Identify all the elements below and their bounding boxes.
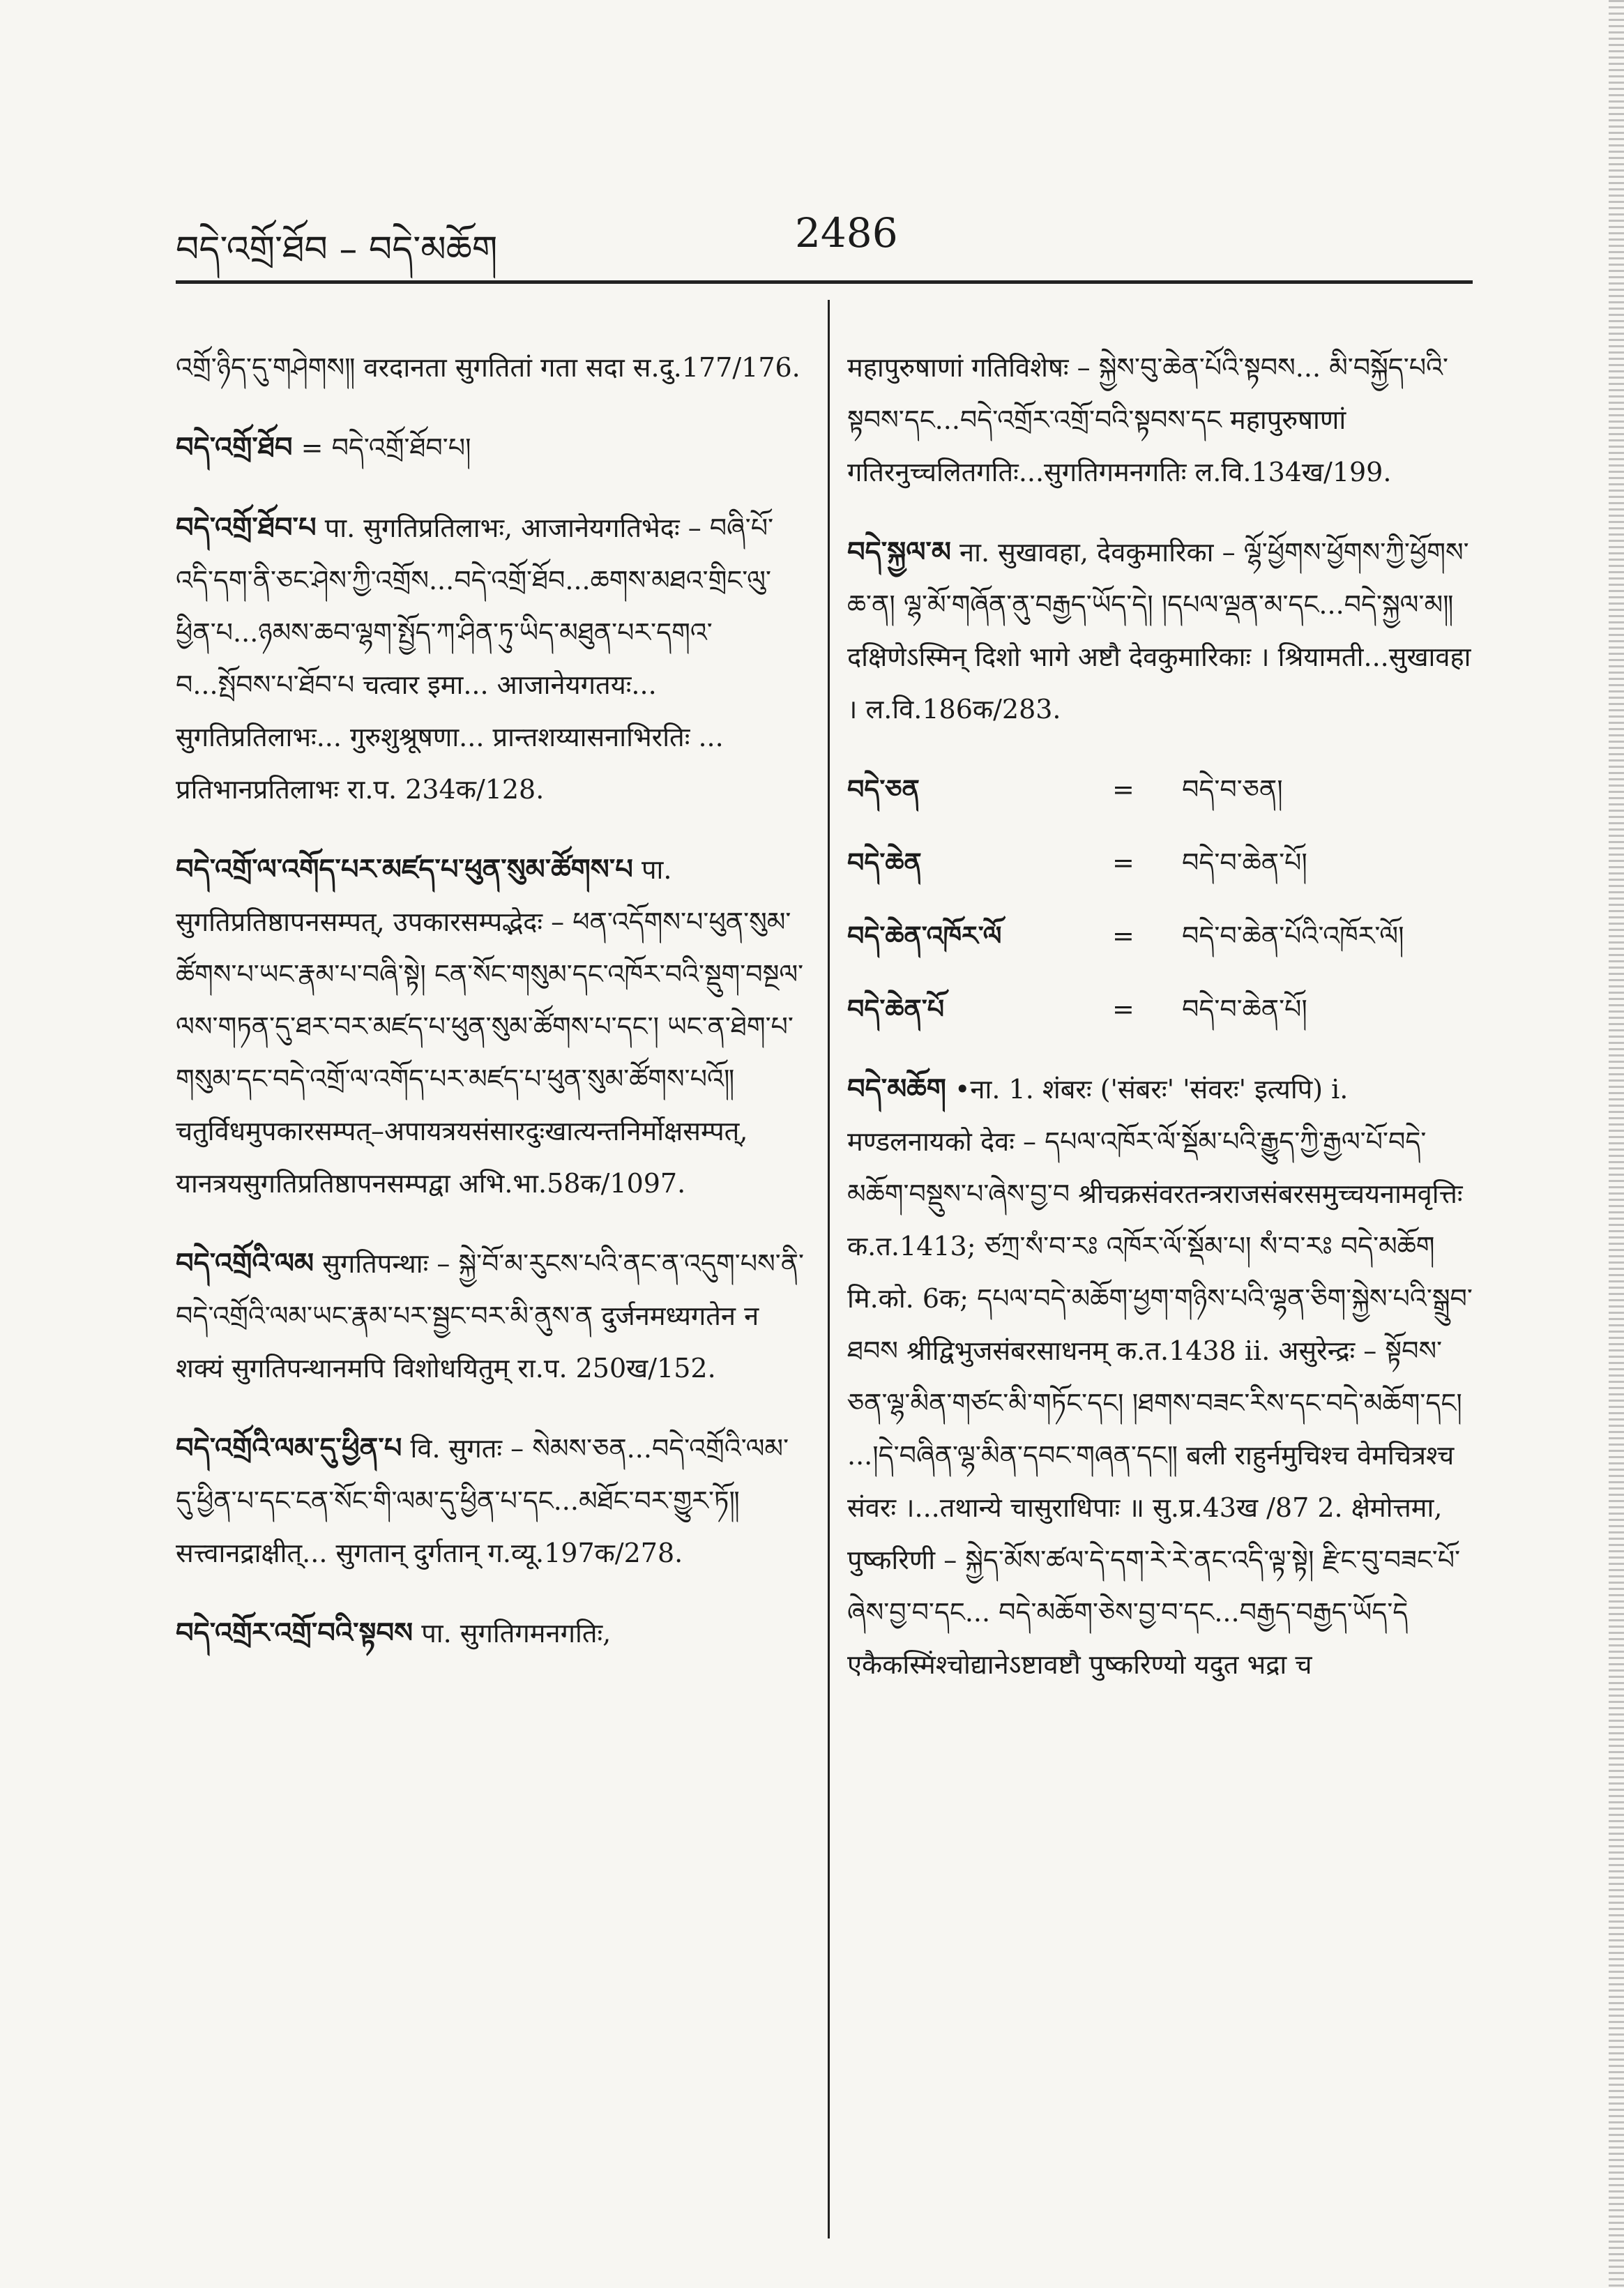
entry-text: पा. सुगतिगमनगतिः, (421, 1618, 612, 1649)
entry-text: •ना. 1. शंबरः ('संबरः' 'संवरः' इत्यपि) i. मण्डलनायको देवः – དཔལ་འཁོར་ལོ་སྡོམ་པའི་རྒྱུད་ཀྱི་རྒྱལ་པོ་བདེ་མཆོག་བསྡུས་པ་ཞེས་བྱ་བ श्रीचक्रसंवरतन्त्रराजसंबरसमुच्चयनामवृत्तिः क.त.1413; ཙཀྲ་སཾ་བ་རཿ འཁོར་ལོ་སྡོམ་པ། སཾ་བ་རཿ བདེ་མཆོག मि.को. 6क; དཔལ་བདེ་མཆོག་ཕྱག་གཉིས་པའི་ལྷན་ཅིག་སྐྱེས་པའི་སྒྲུབ་ཐབས श्रीद्विभुजसंबरसाधनम् क.त.1438 ii. असुरेन्द्रः – སྟོབས་ཅན་ལྷ་མིན་གཙང་མི་གཏོང་དང། །ཐགས་བཟང་རིས་དང་བདེ་མཆོག་དང། ...།དེ་བཞིན་ལྷ་མིན་དབང་གཞན་དང༎ बली राहुर्नमुचिश्च वेमचित्रश्च संवरः ।...तथान्ये चासुराधिपाः ॥ सु.प्र.43ख /87 2. क्षेमोत्तमा, पुष्करिणी – སྐྱེད་མོས་ཚལ་དེ་དག་རེ་རེ་ནང་འདི་ལྟ་སྟེ། རྫིང་བུ་བཟང་པོ་ཞེས་བྱ་བ་དང... བདེ་མཆོག་ཅེས་བྱ་བ་དང...བརྒྱད་བརྒྱད་ཡོད་དེ एकैकस्मिंश्चोद्यानेऽष्टावष्टौ पुष्करिण्यो यदुत भद्रा च (847, 1074, 1473, 1680)
entry-headword: བདེ་འགྲོ་ལ་འགོད་པར་མཛད་པ་ཕུན་སུམ་ཚོགས་པ (176, 854, 633, 886)
scan-edge (1609, 0, 1624, 2288)
equivalence-row (847, 837, 1475, 889)
equivalence-target: བདེ་བ་ཅན། (1182, 774, 1283, 805)
equivalence-target: བདེ་བ་ཆེན་པོའི་འཁོར་ལོ། (1182, 920, 1404, 951)
entry-headword: བདེ་འགྲོ་ཐོབ་པ (176, 512, 317, 544)
equivalence-target: བདེ་བ་ཆེན་པོ། (1182, 994, 1307, 1024)
entry-headword: བདེ་འགྲོ་ཐོབ (176, 432, 293, 464)
entry-headword: བདེ་སྐྱལ་མ (847, 536, 951, 568)
entry-headword: བདེ་མཆོག (847, 1073, 946, 1105)
equals-sign: = (1112, 994, 1134, 1024)
entry-text: ना. सुखावहा, देवकुमारिका – ལྷོ་ཕྱོགས་ཕྱོགས་ཀྱི་ཕྱོགས་ཆ་ན། ལྷ་མོ་གཞོན་ནུ་བརྒྱད་ཡོད་དེ། །དཔལ་ལྡན་མ་དང...བདེ་སྐྱལ་མ༎ दक्षिणेऽस्मिन् दिशो भागे अष्टौ देवकुमारिकाः । श्रियामती...सुखावहा । ल.वि.186क/283. (847, 537, 1471, 725)
equals-sign: = (1112, 920, 1134, 951)
entry-text: वि. सुगतः – སེམས་ཅན...བདེ་འགྲོའི་ལམ་དུ་ཕྱིན་པ་དང་ངན་སོང་གི་ལམ་དུ་ཕྱིན་པ་དང...མཐོང་བར་གྱུར་ཏོ༎ सत्त्वानद्राक्षीत्... सुगतान् दुर्गतान् ग.व्यू.197क/278. (176, 1433, 789, 1568)
equivalence-row (847, 764, 1475, 816)
dictionary-entry (847, 1063, 1475, 1691)
dictionary-entry (176, 342, 807, 394)
page-number: 2486 (795, 209, 898, 257)
entry-text: पा. सुगतिप्रतिलाभः, आजानेयगतिभेदः – བཞི་པོ་འདི་དག་ནི་ཅང་ཤེས་ཀྱི་འགྲོས...བདེ་འགྲོ་ཐོབ...ཆགས་མཐའ་གྲིང་ལུ་ཕྱིན་པ...ཉམས་ཆབ་ལྷག་སྤྱོད་ཀ་ཤིན་ཏུ་ཡིད་མཐུན་པར་དགའ་བ...སྤོབས་པ་ཐོབ་པ चत्वार इमा... आजानेयगतयः... सुगतिप्रतिलाभः... गुरुशुश्रूषणा... प्रान्तशय्यासनाभिरतिः ... प्रतिभानप्रतिलाभः रा.प. 234क/128. (176, 513, 774, 805)
running-head: བདེ་འགྲོ་ཐོབ – བདེ་མཆོག (176, 229, 498, 271)
equivalence-term: བདེ་ཆེན་འཁོར་ལོ (847, 920, 1002, 951)
dictionary-entry (176, 1423, 807, 1579)
equivalence-row (847, 983, 1475, 1036)
left-column (176, 342, 807, 1688)
entry-text: सुगतिपन्थाः – སྐྱེ་བོ་མ་རུངས་པའི་ནང་ན་འདུག་པས་ནི་བདེ་འགྲོའི་ལམ་ཡང་རྣམ་པར་སྦྱང་བར་མི་ནུས་ན दुर्जनमध्यगतेन न शक्यं सुगतिपन्थानमपि विशोधयितुम् रा.प. 250ख/152. (176, 1248, 805, 1384)
entry-text: = བདེ་འགྲོ་ཐོབ་པ། (301, 432, 471, 463)
column-divider (828, 300, 830, 2238)
dictionary-entry (847, 526, 1475, 736)
equals-sign: = (1112, 847, 1134, 878)
entry-headword: བདེ་འགྲོར་འགྲོ་བའི་སྟབས (176, 1617, 413, 1649)
equivalence-term: བདེ་ཅན (847, 774, 920, 805)
right-column (847, 342, 1475, 1719)
equals-sign: = (1112, 774, 1134, 805)
equivalence-list (847, 764, 1475, 1036)
equivalence-term: བདེ་ཆེན (847, 847, 922, 878)
equivalence-term: བདེ་ཆེན་པོ (847, 994, 945, 1024)
dictionary-entry (176, 422, 807, 474)
entry-text: འགྲོ་ཉིད་དུ་གཤེགས༎ वरदानता सुगतितां गता सदा स.दु.177/176. (176, 352, 800, 383)
dictionary-entry (176, 1607, 807, 1660)
equivalence-target: བདེ་བ་ཆེན་པོ། (1182, 847, 1307, 878)
entry-text: महापुरुषाणां गतिविशेषः – སྐྱེས་བུ་ཆེན་པོའི་སྟབས... མི་བསྐྱོད་པའི་སྟབས་དང...བདེ་འགྲོར་འགྲོ་བའི་སྟབས་དང महापुरुषाणां गतिरनुच्चलितगतिः...सुगतिगमनगतिः ल.वि.134ख/199. (847, 352, 1449, 487)
dictionary-entry (176, 1238, 807, 1395)
entry-headword: བདེ་འགྲོའི་ལམ (176, 1248, 314, 1280)
header-rule (176, 280, 1473, 284)
entry-text: पा. सुगतिप्रतिष्ठापनसम्पत्, उपकारसम्पद्भेदः – ཕན་འདོགས་པ་ཕུན་སུམ་ཚོགས་པ་ཡང་རྣམ་པ་བཞི་སྟེ། ངན་སོང་གསུམ་དང་འཁོར་བའི་སྡུག་བསྔལ་ལས་གཏན་དུ་ཐར་བར་མཛད་པ་ཕུན་སུམ་ཚོགས་པ་དང༌། ཡང་ན་ཐེག་པ་གསུམ་དང་བདེ་འགྲོ་ལ་འགོད་པར་མཛད་པ་ཕུན་སུམ་ཚོགས་པའོ༎ चतुर्विधमुपकारसम्पत्–अपायत्रयसंसारदुःखात्यन्तनिर्मोक्षसम्पत्, यानत्रयसुगतिप्रतिष्ठापनसम्पद्वा अभि.भा.58क/1097. (176, 854, 804, 1199)
entry-headword: བདེ་འགྲོའི་ལམ་དུ་ཕྱིན་པ (176, 1432, 402, 1464)
dictionary-entry (847, 342, 1475, 499)
dictionary-entry (176, 844, 807, 1210)
dictionary-entry (176, 502, 807, 816)
equivalence-row (847, 910, 1475, 962)
